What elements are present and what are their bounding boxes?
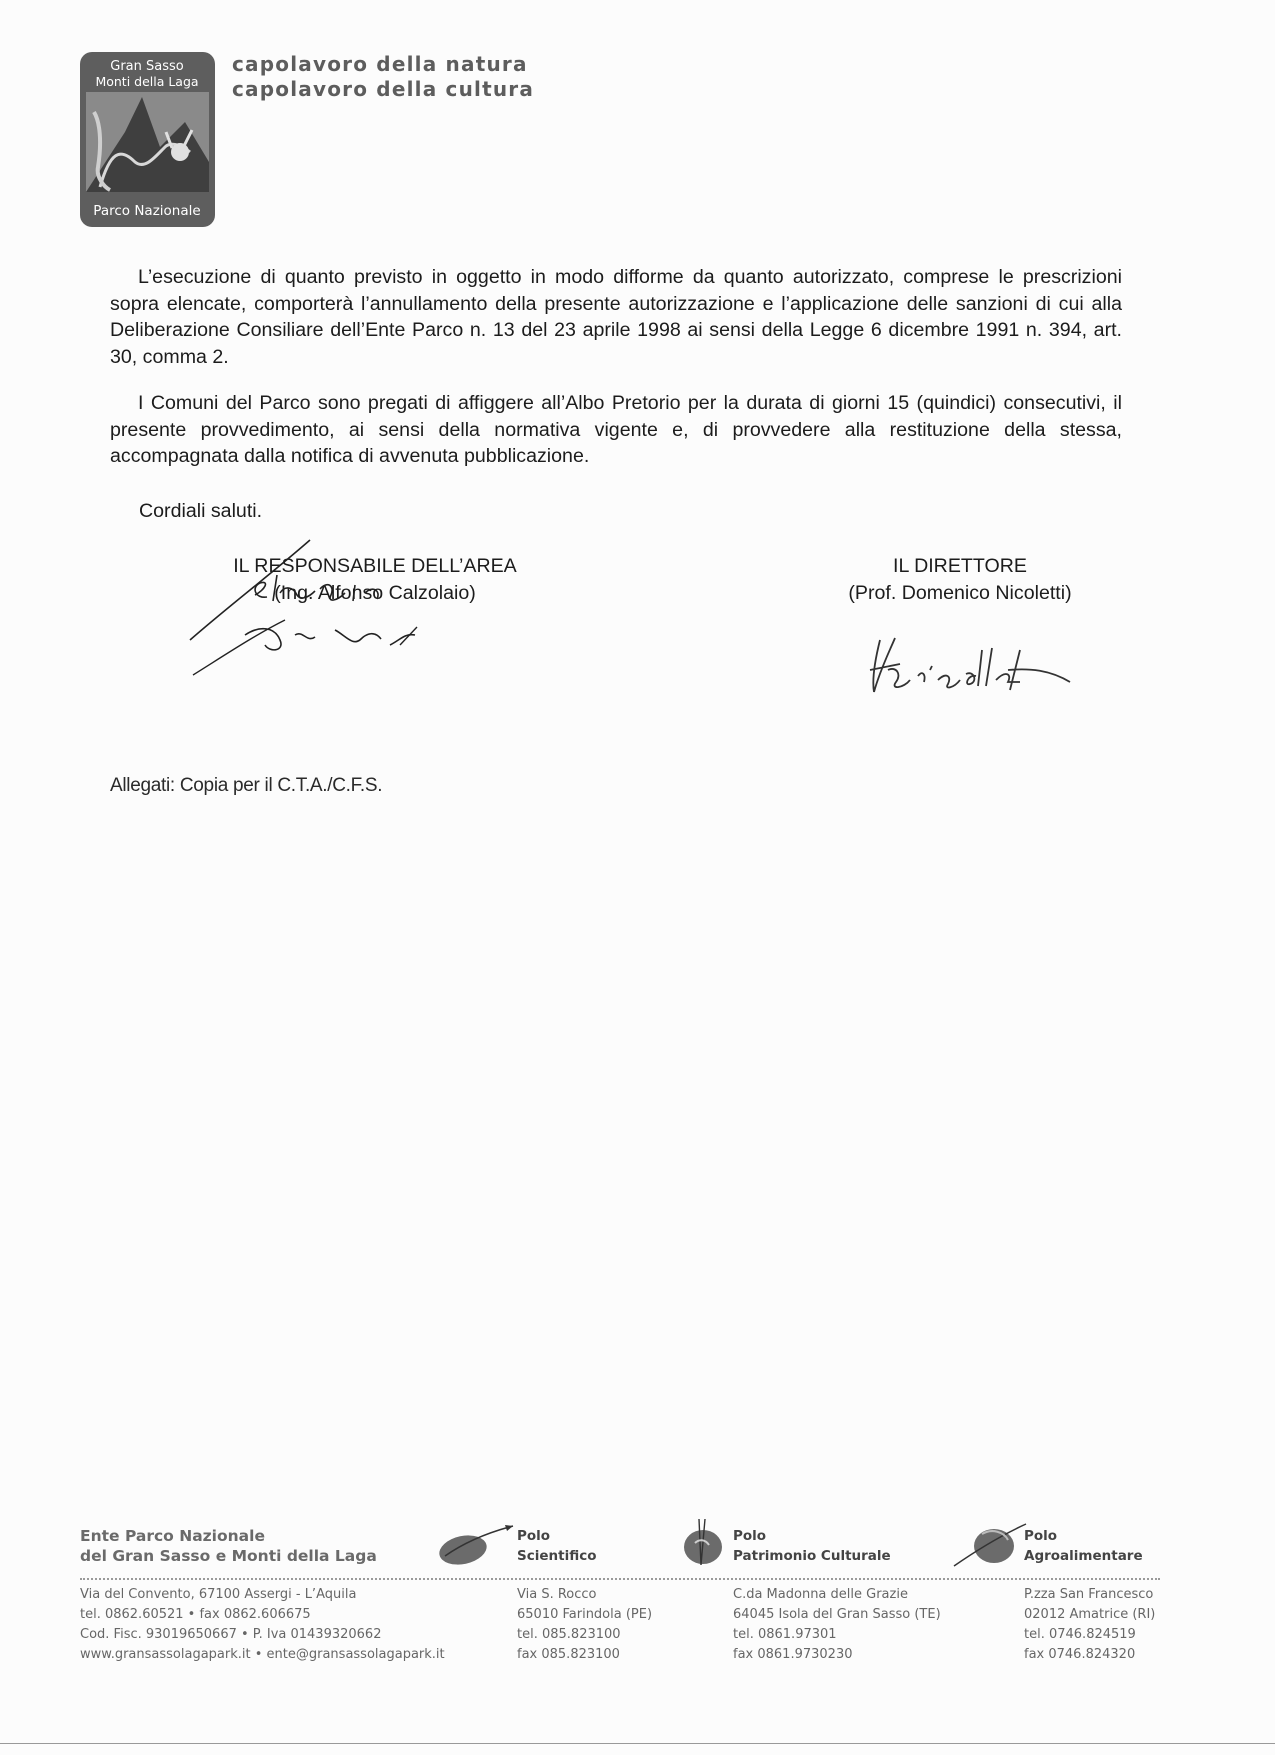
address-sci-line2: 65010 Farindola (PE) bbox=[517, 1607, 653, 1622]
polo-scientifico bbox=[517, 1526, 596, 1566]
address-agr-line3: tel. 0746.824519 bbox=[1024, 1627, 1136, 1642]
signature-left-role: IL RESPONSABILE DELL’AREA bbox=[233, 555, 517, 577]
address-agr-line2: 02012 Amatrice (RI) bbox=[1024, 1607, 1156, 1622]
address-polo-scientifico bbox=[517, 1585, 652, 1665]
polo-patrimonio-line2: Patrimonio Culturale bbox=[733, 1548, 891, 1564]
globe-tower-icon bbox=[675, 1515, 730, 1570]
paragraph-sanctions-text: L’esecuzione di quanto previsto in oggetto in modo difforme da quanto autorizzato, comprese le prescrizioni sopra elencate, comporterà l’annullamento della presente autorizzazione e l’applicazione delle sanzioni di cui alla Deliberazione Consiliare dell’Ente Parco n. 13 del 23 aprile 1998 ai sensi della Legge 6 dicembre 1991 n. 394, art. 30, comma 2. bbox=[110, 266, 1122, 368]
polo-agroalimentare-line1: Polo bbox=[1024, 1528, 1058, 1544]
polo-scientifico-line2: Scientifico bbox=[517, 1548, 597, 1564]
paragraph-publication-text: I Comuni del Parco sono pregati di affiggere all’Albo Pretorio per la durata di giorni 15 (quindici) consecutivi, il presente provvedimento, ai sensi della normativa vigente e, di provvedere alla restituzione della stessa, accompagnata dalla notifica di avvenuta pubblicazione. bbox=[110, 392, 1122, 467]
logo-line2: Monti della Laga bbox=[95, 74, 199, 89]
scan-edge-line bbox=[0, 1743, 1275, 1744]
tagline-line-1: capolavoro della natura bbox=[232, 52, 528, 76]
address-pat-line4: fax 0861.9730230 bbox=[733, 1647, 853, 1662]
footer-org-line1: Ente Parco Nazionale bbox=[80, 1527, 265, 1545]
closing-greeting: Cordiali saluti. bbox=[139, 500, 263, 522]
handwritten-signature-left bbox=[185, 535, 455, 680]
tagline-line-2: capolavoro della cultura bbox=[232, 77, 535, 101]
address-sci-line1: Via S. Rocco bbox=[517, 1587, 597, 1602]
attachments-note: Allegati: Copia per il C.T.A./C.F.S. bbox=[110, 775, 383, 796]
address-main-line1: Via del Convento, 67100 Assergi - L’Aquila bbox=[80, 1587, 357, 1602]
signature-right-role: IL DIRETTORE bbox=[893, 555, 1027, 577]
address-agr-line1: P.zza San Francesco bbox=[1024, 1587, 1154, 1602]
polo-scientifico-line1: Polo bbox=[517, 1528, 551, 1544]
logo-line1: Gran Sasso bbox=[110, 59, 184, 74]
address-main-line3: Cod. Fisc. 93019650667 • P. Iva 01439320662 bbox=[80, 1627, 382, 1642]
paragraph-publication bbox=[110, 390, 1122, 470]
address-main-line4: www.gransassolagapark.it • ente@gransassolagapark.it bbox=[80, 1647, 445, 1662]
signature-left-name: (Ing. Alfonso Calzolaio) bbox=[274, 582, 476, 604]
polo-patrimonio-line1: Polo bbox=[733, 1528, 767, 1544]
footer-organization bbox=[80, 1526, 377, 1566]
address-sci-line4: fax 085.823100 bbox=[517, 1647, 620, 1662]
address-main-line2: tel. 0862.60521 • fax 0862.606675 bbox=[80, 1607, 311, 1622]
handwritten-signature-right bbox=[860, 630, 1090, 710]
footer-org-line2: del Gran Sasso e Monti della Laga bbox=[80, 1547, 377, 1565]
polo-agroalimentare-line2: Agroalimentare bbox=[1024, 1548, 1143, 1564]
park-logo bbox=[80, 52, 215, 227]
signature-right-name: (Prof. Domenico Nicoletti) bbox=[848, 582, 1072, 604]
globe-leaf-icon bbox=[952, 1520, 1027, 1570]
address-pat-line3: tel. 0861.97301 bbox=[733, 1627, 837, 1642]
address-sci-line3: tel. 085.823100 bbox=[517, 1627, 621, 1642]
polo-patrimonio-culturale bbox=[733, 1526, 891, 1566]
address-pat-line2: 64045 Isola del Gran Sasso (TE) bbox=[733, 1607, 941, 1622]
paragraph-sanctions bbox=[110, 264, 1122, 370]
address-pat-line1: C.da Madonna delle Grazie bbox=[733, 1587, 908, 1602]
address-polo-agroalimentare bbox=[1024, 1585, 1155, 1665]
signature-block-director bbox=[800, 553, 1120, 607]
address-agr-line4: fax 0746.824320 bbox=[1024, 1647, 1136, 1662]
address-polo-patrimonio bbox=[733, 1585, 941, 1665]
polo-agroalimentare bbox=[1024, 1526, 1143, 1566]
footer-divider bbox=[80, 1578, 1160, 1580]
globe-arrow-icon bbox=[435, 1522, 515, 1567]
logo-bottom: Parco Nazionale bbox=[93, 203, 201, 219]
address-main-office bbox=[80, 1585, 445, 1665]
tagline bbox=[232, 52, 534, 102]
